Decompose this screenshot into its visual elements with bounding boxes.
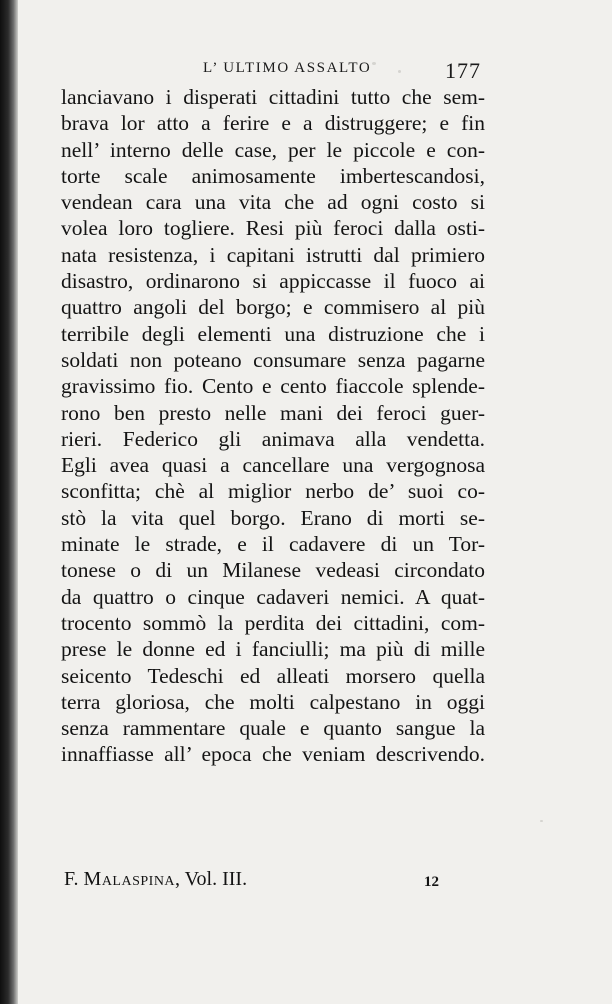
text-line: tonese o di un Milanese vedeasi circondato <box>61 558 485 583</box>
text-line: innaffiasse all’ epoca che veniam descrivendo. <box>61 742 485 767</box>
paper-speckle <box>540 820 543 822</box>
text-line: soldati non poteano consumare senza pagarne <box>61 347 485 372</box>
running-head <box>0 56 612 86</box>
text-line: quattro angoli del borgo; e commisero al più <box>61 295 485 320</box>
text-line: senza rammentare quale e quanto sangue la <box>61 716 485 741</box>
text-line: nell’ interno delle case, per le piccole e con- <box>61 137 485 162</box>
text-line: stò la vita quel borgo. Erano di morti se- <box>61 505 485 530</box>
text-line: minate le strade, e il cadavere di un Tor- <box>61 532 485 557</box>
text-line: trocento sommò la perdita dei cittadini, com- <box>61 610 485 635</box>
sheet-signature-mark: 12 <box>424 874 439 890</box>
paper-speckle <box>372 62 376 65</box>
page-number: 177 <box>445 58 481 83</box>
text-line: terra gloriosa, che molti calpestano in oggi <box>61 689 485 714</box>
binding-shadow <box>0 0 18 1004</box>
text-line: rieri. Federico gli animava alla vendetta. <box>61 426 485 451</box>
paper-speckle <box>398 70 401 73</box>
text-line: Egli avea quasi a cancellare una vergognosa <box>61 453 485 478</box>
printer-signature <box>64 868 247 891</box>
chapter-title: L’ ULTIMO ASSALTO <box>203 60 372 76</box>
text-line: gravissimo fio. Cento e cento fiaccole splende- <box>61 374 485 399</box>
text-line: prese le donne ed i fanciulli; ma più di mille <box>61 637 485 662</box>
text-line: sconfitta; chè al miglior nerbo de’ suoi co- <box>61 479 485 504</box>
body-text <box>61 84 485 768</box>
text-line: brava lor atto a ferire e a distruggere; e fin <box>61 111 485 136</box>
text-line: nata resistenza, i capitani istrutti dal primiero <box>61 242 485 267</box>
page-footer <box>0 868 612 898</box>
signature-initial: F. <box>64 868 84 890</box>
signature-name: Malaspina <box>83 868 176 890</box>
text-line: da quattro o cinque cadaveri nemici. A quat- <box>61 584 485 609</box>
text-line: torte scale animosamente imbertescandosi, <box>61 163 485 188</box>
text-line: lanciavano i disperati cittadini tutto che sem- <box>61 85 485 109</box>
signature-volume: , Vol. III. <box>175 868 248 890</box>
text-line: terribile degli elementi una distruzione che i <box>61 321 485 346</box>
text-line: volea loro togliere. Resi più feroci dalla osti- <box>61 216 485 241</box>
text-line: seicento Tedeschi ed alleati morsero quella <box>61 663 485 688</box>
text-line: vendean cara una vita che ad ogni costo si <box>61 190 485 215</box>
text-line: rono ben presto nelle mani dei feroci guer- <box>61 400 485 425</box>
text-line: disastro, ordinarono si appiccasse il fuoco ai <box>61 269 485 294</box>
